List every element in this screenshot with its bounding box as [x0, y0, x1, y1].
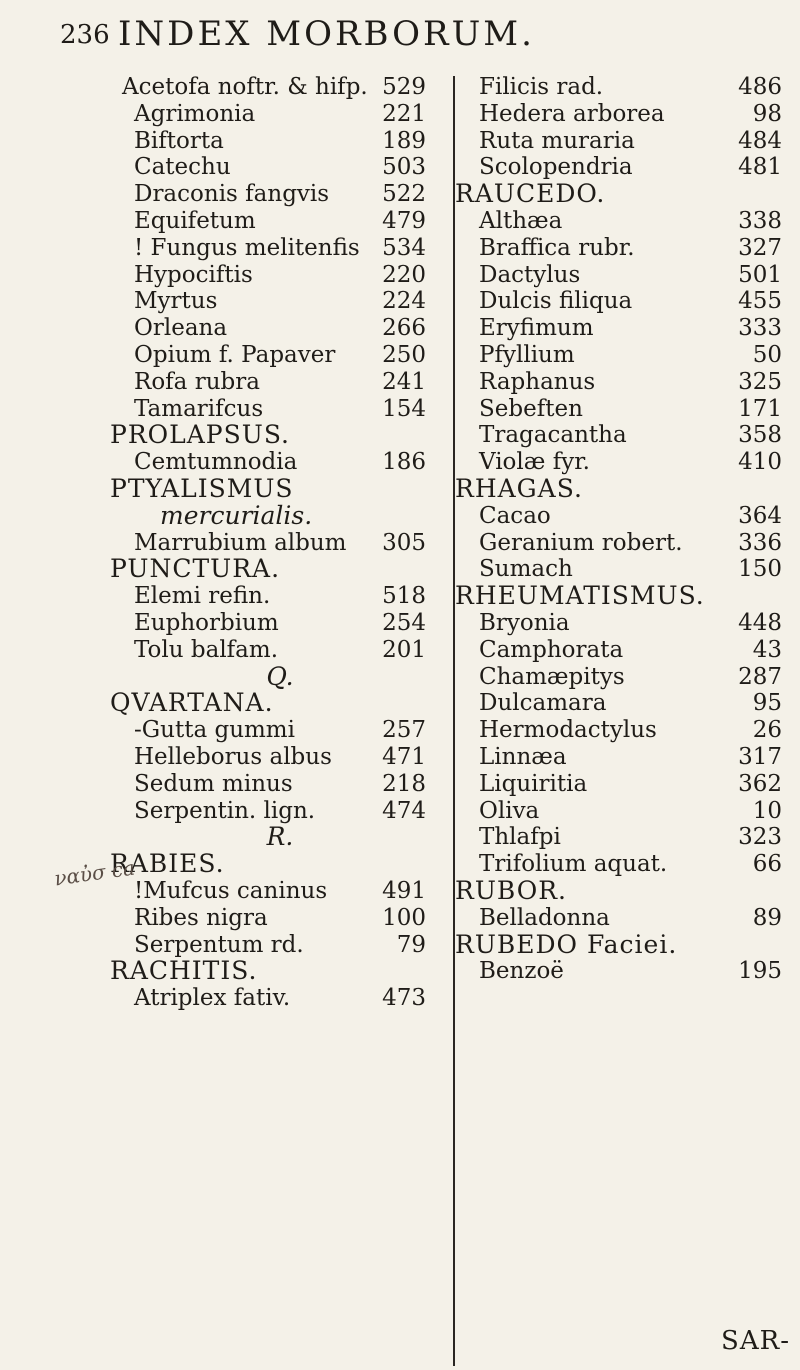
page-reference: 220 — [382, 261, 426, 288]
index-entry — [455, 208, 800, 235]
entry-label: RUBEDO Faciei. — [455, 929, 678, 959]
section-heading — [110, 473, 450, 503]
entry-label: Dulcis filiqua — [479, 288, 633, 315]
right-column — [455, 74, 800, 985]
index-entry — [110, 208, 450, 235]
entry-label: Tolu balfam. — [134, 636, 279, 663]
page-reference: 66 — [752, 851, 782, 878]
page-title: INDEX MORBORUM. — [118, 14, 535, 54]
page-reference: 250 — [382, 341, 426, 368]
index-entry — [110, 717, 450, 744]
page-reference: 254 — [382, 609, 426, 636]
page-reference: 503 — [382, 154, 426, 181]
page-reference: 10 — [752, 797, 782, 824]
index-entry — [110, 262, 450, 289]
section-subheading — [110, 661, 450, 691]
page-reference: 471 — [382, 743, 426, 770]
entry-label: Liquiritia — [479, 770, 588, 797]
index-entry — [110, 905, 450, 932]
entry-label: Catechu — [134, 154, 231, 181]
index-entry — [110, 771, 450, 798]
index-entry — [455, 235, 800, 262]
entry-label: Tamarifcus — [134, 395, 264, 422]
page-reference: 43 — [752, 636, 782, 663]
page-reference: 186 — [382, 449, 426, 476]
entry-label: RABIES. — [110, 849, 225, 879]
index-entry — [455, 771, 800, 798]
page-reference: 522 — [382, 181, 426, 208]
index-entry — [455, 824, 800, 851]
page-reference: 518 — [382, 583, 426, 610]
entry-label: Benzoë — [479, 958, 564, 985]
page-reference: 171 — [738, 395, 782, 422]
page-reference: 362 — [738, 770, 782, 797]
entry-label: Thlafpi — [479, 824, 561, 851]
index-entry — [110, 744, 450, 771]
entry-label: Marrubium album — [134, 529, 347, 556]
index-entry — [455, 664, 800, 691]
entry-label: Orleana — [134, 315, 228, 342]
index-entry — [455, 958, 800, 985]
section-heading — [455, 181, 800, 208]
index-entry — [110, 315, 450, 342]
page-reference: 257 — [382, 717, 426, 744]
page-reference: 89 — [752, 904, 782, 931]
entry-label: Serpentin. lign. — [134, 797, 316, 824]
index-entry — [455, 342, 800, 369]
section-heading — [455, 583, 800, 610]
page-reference: 338 — [738, 207, 782, 234]
entry-label: Belladonna — [479, 904, 610, 931]
index-entry — [455, 503, 800, 530]
entry-label: Trifolium aquat. — [479, 851, 668, 878]
catchword: SAR- — [721, 1326, 790, 1356]
entry-label: Ruta muraria — [479, 127, 635, 154]
index-entry — [455, 798, 800, 825]
entry-label: Q. — [266, 661, 294, 691]
index-entry — [455, 610, 800, 637]
page-reference: 218 — [382, 770, 426, 797]
index-entry — [110, 449, 450, 476]
entry-label: mercurialis. — [160, 500, 313, 530]
page-reference: 287 — [738, 663, 782, 690]
index-entry — [110, 985, 450, 1012]
page-reference: 481 — [738, 154, 782, 181]
entry-label: PTYALISMUS — [110, 473, 294, 503]
section-subheading — [110, 500, 450, 530]
entry-label: Draconis fangvis — [134, 181, 330, 208]
index-entry — [455, 422, 800, 449]
entry-label: Sumach — [479, 556, 573, 583]
index-entry — [455, 717, 800, 744]
page-reference: 195 — [738, 958, 782, 985]
page-reference: 484 — [738, 127, 782, 154]
entry-label: Eryfimum — [479, 315, 594, 342]
index-entry — [110, 932, 450, 959]
entry-label: Althæa — [479, 207, 563, 234]
entry-label: Rofa rubra — [134, 368, 260, 395]
page-reference: 95 — [752, 690, 782, 717]
entry-label: Chamæpitys — [479, 663, 625, 690]
page-reference: 491 — [382, 877, 426, 904]
left-column — [110, 74, 450, 1012]
index-entry — [110, 610, 450, 637]
index-entry — [110, 154, 450, 181]
entry-label: Linnæa — [479, 743, 567, 770]
entry-label: Equifetum — [134, 207, 256, 234]
entry-label: RAUCEDO. — [455, 179, 606, 209]
page-reference: 317 — [738, 743, 782, 770]
page-reference: 305 — [382, 529, 426, 556]
entry-label: !Mufcus caninus — [134, 877, 328, 904]
page-reference: 529 — [382, 74, 426, 100]
entry-label: Dulcamara — [479, 690, 607, 717]
page-reference: 325 — [738, 368, 782, 395]
entry-label: Hermodactylus — [479, 717, 657, 744]
page-reference: 323 — [738, 824, 782, 851]
page-reference: 534 — [382, 234, 426, 261]
entry-label: RHAGAS. — [455, 473, 583, 503]
entry-label: Cacao — [479, 502, 551, 529]
page-reference: 50 — [752, 341, 782, 368]
page-reference: 26 — [752, 717, 782, 744]
index-entry — [110, 342, 450, 369]
entry-label: Geranium robert. — [479, 529, 683, 556]
handwritten-margin-note: ναὐσ ca — [52, 855, 137, 891]
page-reference: 473 — [382, 985, 426, 1012]
entry-label: Agrimonia — [134, 100, 256, 127]
page-reference: 410 — [738, 449, 782, 476]
index-entry — [110, 396, 450, 423]
page-reference: 455 — [738, 288, 782, 315]
entry-label: RHEUMATISMUS. — [455, 581, 705, 611]
page-reference: 98 — [752, 100, 782, 127]
entry-label: Biftorta — [134, 127, 224, 154]
index-entry — [110, 128, 450, 155]
entry-label: Myrtus — [134, 288, 218, 315]
index-entry — [455, 396, 800, 423]
entry-label: RUBOR. — [455, 875, 567, 905]
page-reference: 79 — [396, 931, 426, 958]
index-entry — [455, 905, 800, 932]
entry-label: Violæ fyr. — [479, 449, 590, 476]
entry-label: Tragacantha — [479, 422, 627, 449]
page-reference: 154 — [382, 395, 426, 422]
entry-label: Bryonia — [479, 609, 570, 636]
index-entry — [110, 181, 450, 208]
entry-label: Hypociftis — [134, 261, 253, 288]
entry-label: Cemtumnodia — [134, 449, 298, 476]
entry-label: Braffica rubr. — [479, 234, 635, 261]
section-heading — [110, 556, 450, 583]
entry-label: Elemi refin. — [134, 583, 271, 610]
entry-label: Atriplex fativ. — [134, 985, 291, 1012]
section-heading — [110, 690, 450, 717]
section-subheading — [110, 824, 450, 851]
entry-label: QVARTANA. — [110, 688, 274, 718]
index-entry — [110, 637, 450, 664]
index-entry — [110, 74, 450, 101]
page-reference: 224 — [382, 288, 426, 315]
entry-label: Helleborus albus — [134, 743, 332, 770]
page-reference: 333 — [738, 315, 782, 342]
index-entry — [110, 369, 450, 396]
entry-label: Scolopendria — [479, 154, 633, 181]
index-entry — [110, 878, 450, 905]
page-reference: 201 — [382, 636, 426, 663]
index-entry — [455, 851, 800, 878]
page-reference: 221 — [382, 100, 426, 127]
page-reference: 486 — [738, 74, 782, 100]
entry-label: PUNCTURA. — [110, 554, 281, 584]
index-entry — [110, 530, 450, 557]
index-entry — [110, 235, 450, 262]
section-heading — [110, 422, 450, 449]
index-entry — [455, 154, 800, 181]
entry-label: Hedera arborea — [479, 100, 665, 127]
entry-label: Raphanus — [479, 368, 596, 395]
entry-label: Euphorbium — [134, 609, 279, 636]
index-entry — [110, 798, 450, 825]
entry-label: Dactylus — [479, 261, 581, 288]
entry-label: Ribes nigra — [134, 904, 268, 931]
entry-label: Sebeften — [479, 395, 583, 422]
entry-label: Serpentum rd. — [134, 931, 304, 958]
page-reference: 241 — [382, 368, 426, 395]
page-reference: 448 — [738, 609, 782, 636]
entry-label: Pfyllium — [479, 341, 575, 368]
entry-label: ! Fungus melitenfis — [134, 234, 360, 261]
page-reference: 358 — [738, 422, 782, 449]
page-reference: 364 — [738, 502, 782, 529]
entry-label: -Gutta gummi — [134, 717, 295, 744]
section-heading — [110, 851, 450, 878]
entry-label: PROLAPSUS. — [110, 420, 290, 450]
page-number: 236 — [60, 20, 110, 50]
page-reference: 100 — [382, 904, 426, 931]
page-reference: 479 — [382, 207, 426, 234]
entry-label: Opium f. Papaver — [134, 341, 336, 368]
section-heading — [455, 473, 800, 503]
page-reference: 327 — [738, 234, 782, 261]
index-entry — [455, 449, 800, 476]
page-reference: 150 — [738, 556, 782, 583]
index-entry — [455, 262, 800, 289]
entry-label: Oliva — [479, 797, 540, 824]
page-reference: 501 — [738, 261, 782, 288]
index-entry — [455, 74, 800, 101]
index-entry — [110, 288, 450, 315]
entry-label: Filicis rad. — [479, 74, 604, 100]
page-reference: 336 — [738, 529, 782, 556]
index-entry — [455, 690, 800, 717]
section-heading — [455, 929, 800, 959]
page-reference: 474 — [382, 797, 426, 824]
index-entry — [110, 101, 450, 128]
index-entry — [455, 556, 800, 583]
entry-label: Camphorata — [479, 636, 624, 663]
section-heading — [455, 875, 800, 905]
index-entry — [455, 369, 800, 396]
entry-label: Acetofa noftr. & hifp. — [122, 74, 368, 100]
index-entry — [455, 637, 800, 664]
page-reference: 266 — [382, 315, 426, 342]
index-entry — [110, 583, 450, 610]
entry-label: RACHITIS. — [110, 956, 258, 986]
index-entry — [455, 315, 800, 342]
index-entry — [455, 128, 800, 155]
index-entry — [455, 530, 800, 557]
entry-label: Sedum minus — [134, 770, 293, 797]
entry-label: R. — [266, 822, 294, 852]
section-heading — [110, 958, 450, 985]
index-entry — [455, 101, 800, 128]
index-entry — [455, 744, 800, 771]
index-entry — [455, 288, 800, 315]
page-reference: 189 — [382, 127, 426, 154]
